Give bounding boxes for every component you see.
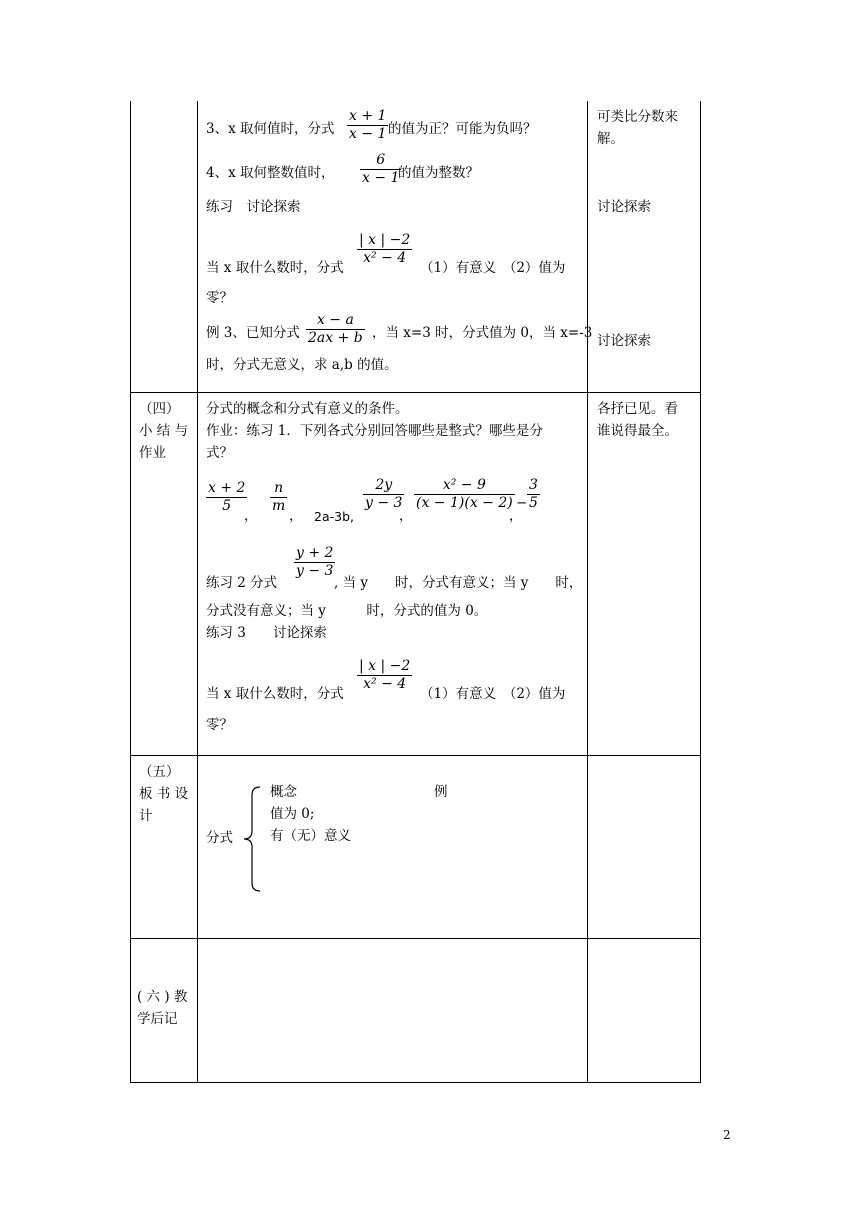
comma-4: ， bbox=[509, 508, 523, 524]
comma-1: ， bbox=[244, 508, 258, 524]
table-divider-2 bbox=[587, 101, 588, 1083]
exercise3-text-end: （1）有意义 （2）值为 bbox=[420, 686, 566, 702]
q3-text: 3、x 取何值时，分式 bbox=[206, 121, 335, 137]
board-meaning: 有（无）意义 bbox=[270, 828, 351, 844]
note-analogy-2: 解。 bbox=[597, 131, 624, 147]
fraction-x-plus-2-over-5: x + 2 5 bbox=[208, 480, 246, 514]
exercise3-text: 当 x 取什么数时，分式 bbox=[206, 686, 344, 702]
fraction-3-over-5: 3 5 bbox=[529, 477, 538, 511]
row5-label-1: （五） bbox=[139, 764, 180, 780]
fraction-n-over-m: n m bbox=[272, 480, 286, 514]
fraction-x2-9: x² − 9 (x − 1)(x − 2) bbox=[416, 477, 513, 511]
row-divider-3 bbox=[130, 938, 701, 939]
practice-fraction: | x | −2 x² − 4 bbox=[359, 232, 411, 266]
q4-text-end: 的值为整数？ bbox=[398, 165, 479, 181]
row6-label-1: ( 六 ) 教 bbox=[137, 989, 188, 1005]
table-border-bottom bbox=[130, 1082, 701, 1083]
q4-fraction: 6 x − 1 bbox=[362, 152, 400, 186]
example3-text-line2: 时，分式无意义，求 a,b 的值。 bbox=[206, 357, 398, 373]
practice-text-end: （1）有意义 （2）值为 bbox=[420, 260, 566, 276]
exercise2-text: 练习 2 分式 bbox=[206, 575, 278, 591]
homework-line-2: 式？ bbox=[206, 445, 233, 461]
example3-text: 例 3、已知分式 bbox=[206, 325, 300, 341]
row6-label-2: 学后记 bbox=[137, 1011, 178, 1027]
row5-label-3: 计 bbox=[139, 808, 153, 824]
minus-sign: − bbox=[516, 495, 528, 511]
note-share-views: 各抒已见。看 bbox=[597, 401, 678, 417]
board-example: 例 bbox=[434, 784, 448, 800]
practice-heading: 练习 讨论探索 bbox=[206, 199, 301, 215]
board-concept: 概念 bbox=[270, 784, 297, 800]
row4-label-3: 作业 bbox=[139, 445, 166, 461]
summary-line: 分式的概念和分式有意义的条件。 bbox=[206, 401, 409, 417]
exercise2-fraction: y + 2 y − 3 bbox=[296, 545, 334, 579]
row-divider-1 bbox=[130, 392, 701, 393]
note-share-views-2: 谁说得最全。 bbox=[597, 423, 678, 439]
page-number: 2 bbox=[723, 1128, 731, 1142]
q3-fraction: x + 1 x − 1 bbox=[349, 108, 387, 142]
practice-text: 当 x 取什么数时，分式 bbox=[206, 260, 344, 276]
note-discuss-2: 讨论探索 bbox=[597, 333, 651, 349]
example3-text-end: ，当 x=3 时，分式值为 0，当 x=-3 bbox=[372, 325, 593, 341]
fraction-2y-over-y-3: 2y y − 3 bbox=[365, 477, 403, 511]
exercise2-text-end: , 当 y 时，分式有意义；当 y 时， bbox=[334, 575, 583, 591]
comma-3: ， bbox=[399, 508, 413, 524]
example3-fraction: x − a 2ax + b bbox=[308, 312, 363, 346]
board-value-zero: 值为 0; bbox=[270, 806, 315, 822]
q3-text-end: 的值为正？可能为负吗？ bbox=[388, 121, 537, 137]
table-divider-1 bbox=[197, 101, 198, 1083]
row4-label-1: （四） bbox=[139, 401, 180, 417]
note-discuss-1: 讨论探索 bbox=[597, 199, 651, 215]
q4-text: 4、x 取何整数值时， bbox=[206, 165, 335, 181]
table-border-right bbox=[700, 101, 701, 1083]
comma-2: ， bbox=[289, 508, 303, 524]
exercise2-text-line2: 分式没有意义；当 y 时，分式的值为 0。 bbox=[206, 603, 488, 619]
practice-text-line2: 零？ bbox=[206, 290, 233, 306]
curly-brace-icon bbox=[240, 785, 264, 893]
homework-line: 作业：练习 1．下列各式分别回答哪些是整式？哪些是分 bbox=[206, 423, 543, 439]
row4-label-2: 小 结 与 bbox=[139, 423, 189, 439]
expression-2a-3b: 2a-3b, bbox=[314, 509, 354, 524]
table-border-left bbox=[130, 101, 131, 1083]
board-root: 分式 bbox=[206, 830, 233, 846]
exercise3-heading: 练习 3 讨论探索 bbox=[206, 625, 327, 641]
exercise3-text-line2: 零？ bbox=[206, 717, 233, 733]
row-divider-2 bbox=[130, 755, 701, 756]
exercise3-fraction: | x | −2 x² − 4 bbox=[359, 658, 411, 692]
note-analogy: 可类比分数来 bbox=[597, 109, 678, 125]
row5-label-2: 板 书 设 bbox=[139, 786, 189, 802]
